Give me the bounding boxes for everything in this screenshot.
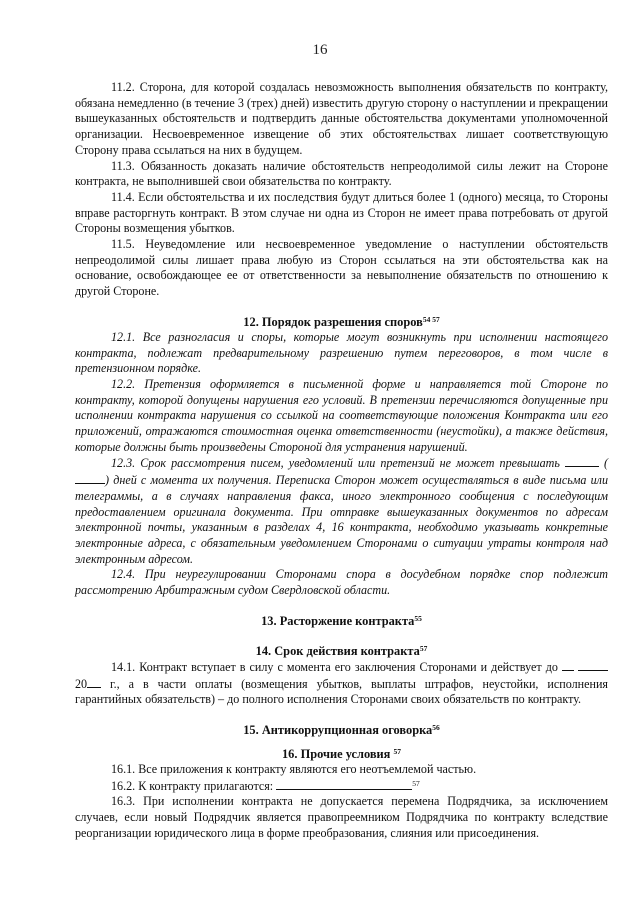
footnote-ref: 55 (414, 613, 422, 623)
section-12-heading: 12. Порядок разрешения споров$^{54 57}$ (243, 314, 440, 329)
clause-11-3: 11.3. Обязанность доказать наличие обстоятельств непреодолимой силы лежит на Стороне контракта, не выполнившей свои обязательства по контракту. (75, 158, 608, 189)
clause-14-1: 14.1. Контракт вступает в силу с момента его заключения Сторонами и действует до 20 г., а в части оплаты (возмещения убытков, выплаты штрафов, неустойки, исполнения гарантийных обязательств) – до полного исполнения Сторонами своих обязательств по контракту. (75, 659, 608, 707)
section-15-heading: 15. Антикоррупционная оговорка$^{56}$ (243, 722, 440, 737)
clause-11-2: 11.2. Сторона, для которой создалась невозможность выполнения обязательств по контракту, обязана немедленно (в течение 3 (трех) дней) известить другую сторону о наступлении и прекращении вышеуказанных обстоятельств и подтвердить данные обстоятельства документами уполномоченной организации. Несвоевременное извещение об этих обстоятельствах лишает соответствующую Сторону права ссылаться на них в будущем. (75, 80, 608, 157)
footnote-ref: 57 (419, 643, 428, 653)
document-body (75, 80, 608, 841)
footnote-ref: 57 (393, 746, 401, 756)
clause-11-4: 11.4. Если обстоятельства и их последствия будут длиться более 1 (одного) месяца, то Стороны вправе расторгнуть контракт. В этом случае ни одна из Сторон не имеет права потребовать от другой Стороны возмещения убытков. (75, 189, 608, 236)
clause-12-4: 12.4. При неурегулировании Сторонами спора в досудебном порядке спор подлежит рассмотрению Арбитражным судом Свердловской области. (75, 567, 608, 598)
clause-12-1: 12.1. Все разногласия и споры, которые могут возникнуть при исполнении настоящего контракта, подлежат предварительному разрешению путем переговоров, в том числе в претензионном порядке. (75, 329, 608, 376)
clause-11-5: 11.5. Неуведомление или несвоевременное уведомление о наступлении обстоятельств непреодолимой силы лишает права любую из Сторон ссылаться на эти обстоятельства как на основание, освобождающее ее от ответственности за невыполнение обязательств по отношению к другой Стороне. (75, 237, 608, 299)
clause-16-3: 16.3. При исполнении контракта не допускается перемена Подрядчика, за исключением случаев, если новый Подрядчик является правопреемником Подрядчика по контракту вследствие реорганизации юридического лица в форме преобразования, слияния или присоединения. (75, 794, 608, 840)
footnote-ref: 56 (432, 722, 440, 732)
footnote-ref: 54 57 (422, 314, 440, 324)
section-14-heading: 14. Срок действия контракта$^{57}$ (255, 643, 428, 658)
section-16-heading: 16. Прочие условия $^{57}$ (281, 746, 401, 761)
clause-16-1: 16.1. Все приложения к контракту являются его неотъемлемой частью. (111, 761, 477, 776)
clause-12-3: 12.3. Срок рассмотрения писем, уведомлений или претензий не может превышать () дней с момента их получения. Переписка Сторон может осуществляться в виде письма или телеграммы, а в случаях направления факса, иного электронного сообщения с последующим предоставлением оригинала документа. При отправке вышеуказанных документов по адресам электронной почты, указанным в разделах 4, 16 контракта, необходимо указывать конкретные электронные адреса, с обязательным уведомлением Сторонами о ситуации утраты контроля над электронным адресом. (75, 456, 609, 566)
clause-12-2: 12.2. Претензия оформляется в письменной форме и направляется той Стороне по контракту, которой допущены нарушения его условий. В претензии перечисляются допущенные при исполнении контракта нарушения со ссылкой на соответствующие положения Контракта или его приложений, отражаются стоимостная оценка ответственности (неустойки), а также действия, которые должны быть произведены Стороной для устранения нарушений. (75, 376, 608, 454)
page-number: 16 (312, 42, 328, 58)
section-13-heading: 13. Расторжение контракта$^{55}$ (261, 613, 422, 628)
clause-16-2: 16.2. К контракту прилагаются: $^{57}$ (111, 778, 420, 793)
